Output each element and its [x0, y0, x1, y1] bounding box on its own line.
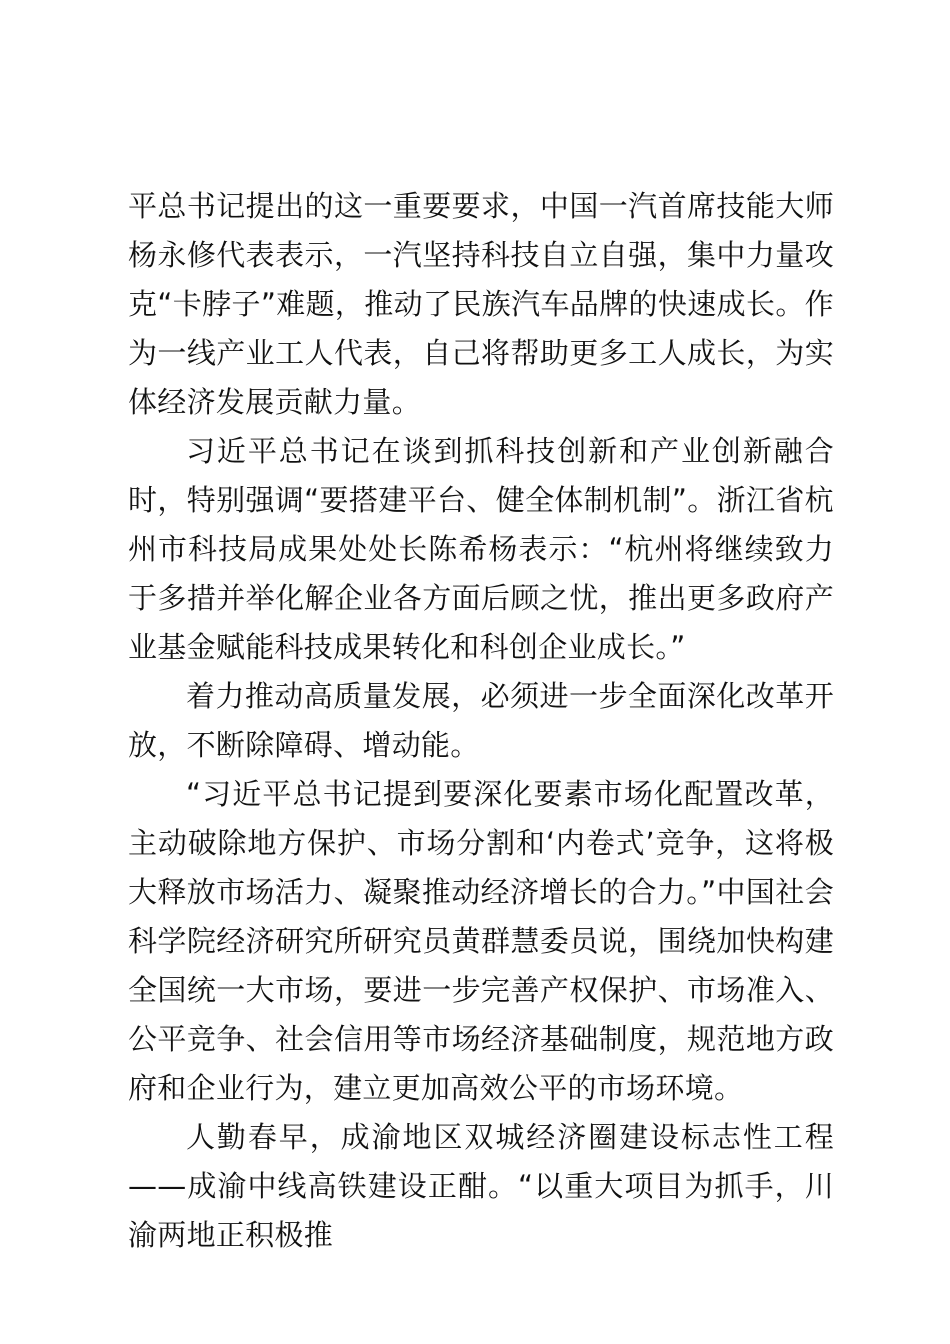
paragraph-1: 平总书记提出的这一重要要求，中国一汽首席技能大师杨永修代表表示，一汽坚持科技自立自强，集中力量攻克“卡脖子”难题，推动了民族汽车品牌的快速成长。作为一线产业工人代表，自己将帮助更多工人成长，为实体经济发展贡献力量。: [128, 189, 834, 419]
paragraph-2: 习近平总书记在谈到抓科技创新和产业创新融合时，特别强调“要搭建平台、健全体制机制”。浙江省杭州市科技局成果处处长陈希杨表示：“杭州将继续致力于多措并举化解企业各方面后顾之忧，推出更多政府产业基金赋能科技成果转化和科创企业成长。”: [128, 434, 834, 664]
article-body: [128, 182, 834, 1260]
paragraph-3: 着力推动高质量发展，必须进一步全面深化改革开放，不断除障碍、增动能。: [128, 679, 834, 762]
paragraph-5: 人勤春早，成渝地区双城经济圈建设标志性工程——成渝中线高铁建设正酣。“以重大项目为抓手，川渝两地正积极推: [128, 1120, 834, 1252]
paragraph-4: “习近平总书记提到要深化要素市场化配置改革，主动破除地方保护、市场分割和‘内卷式’竞争，这将极大释放市场活力、凝聚推动经济增长的合力。”中国社会科学院经济研究所研究员黄群慧委员说，围绕加快构建全国统一大市场，要进一步完善产权保护、市场准入、公平竞争、社会信用等市场经济基础制度，规范地方政府和企业行为，建立更加高效公平的市场环境。: [128, 777, 834, 1105]
